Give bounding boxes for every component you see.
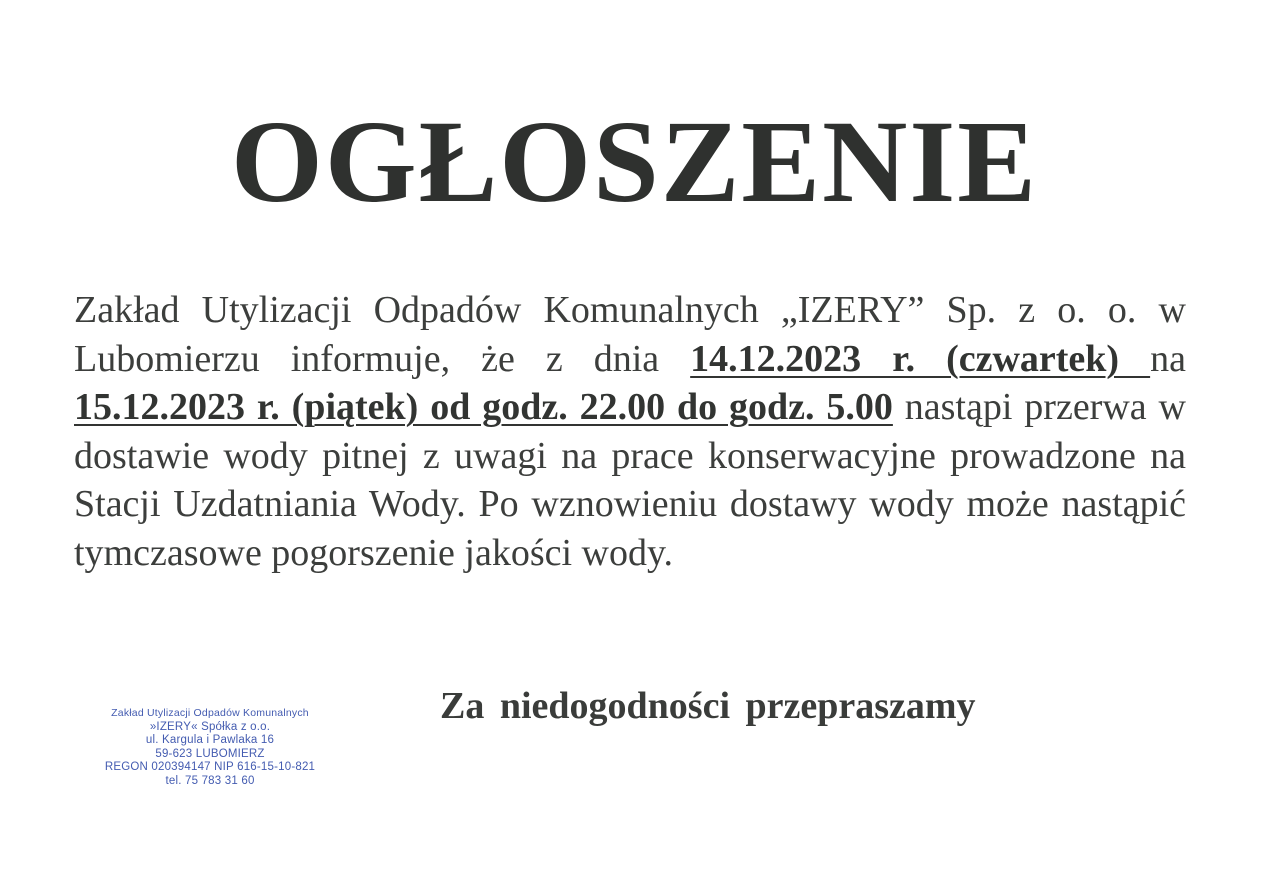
paragraph-details: nastąpi przerwa w dostawie wody pitnej z uwagi na prace konserwacyjne prowadzone na Stacji Uzdatniania Wody. Po wznowieniu dostawy wody może nastąpić tymczasowe pogorszenie jakości wody. [74,386,1186,574]
stamp-line-ids: REGON 020394147 NIP 616-15-10-821 [104,761,316,773]
stamp-line-street: ul. Kargula i Pawlaka 16 [145,734,275,746]
start-date: 14.12.2023 r. (czwartek) [690,337,1151,380]
apology-text: Za niedogodności przepraszamy [440,685,976,727]
stamp-line-city: 59-623 LUBOMIERZ [155,747,265,760]
announcement-paragraph [74,286,1186,577]
stamp-line-company: Zakład Utylizacji Odpadów Komunalnych [111,707,309,719]
stamp-line-phone: tel. 75 783 31 60 [165,774,255,787]
page-title: OGŁOSZENIE [231,96,1038,227]
end-date-time: 15.12.2023 r. (piątek) od godz. 22.00 do godz. 5.00 [74,386,893,428]
stamp-line-name: »IZERY« Spółka z o.o. [149,720,271,733]
company-stamp [96,707,324,788]
paragraph-intro: Zakład Utylizacji Odpadów Komunalnych „IZERY” Sp. z o. o. w Lubomierzu informuje, że z dnia [74,289,1186,380]
paragraph-connector: na [1150,337,1186,380]
